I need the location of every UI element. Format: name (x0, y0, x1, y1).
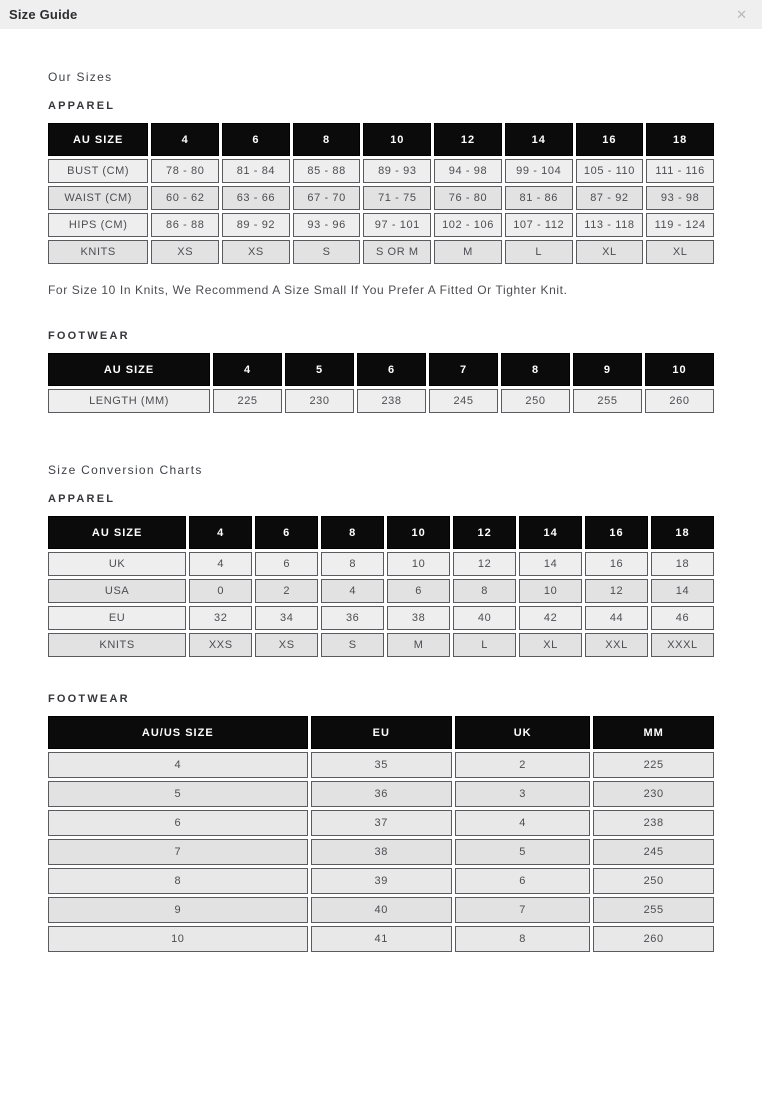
value-cell: XS (151, 240, 219, 264)
value-cell: 32 (189, 606, 252, 630)
value-cell: 39 (311, 868, 452, 894)
column-header: AU SIZE (48, 123, 148, 156)
value-cell: 260 (593, 926, 714, 952)
close-icon[interactable]: ✕ (732, 6, 751, 23)
value-cell: 94 - 98 (434, 159, 502, 183)
column-header: 8 (321, 516, 384, 549)
row-header-cell: 10 (48, 926, 308, 952)
value-cell: 89 - 93 (363, 159, 431, 183)
value-cell: 81 - 84 (222, 159, 290, 183)
table-row (48, 389, 714, 413)
value-cell: 245 (429, 389, 498, 413)
value-cell: 99 - 104 (505, 159, 573, 183)
value-cell: 4 (455, 810, 590, 836)
value-cell: 119 - 124 (646, 213, 714, 237)
table-row (48, 810, 714, 836)
column-header: 18 (651, 516, 714, 549)
column-header: 6 (222, 123, 290, 156)
column-header: EU (311, 716, 452, 749)
value-cell: 12 (453, 552, 516, 576)
value-cell: 14 (519, 552, 582, 576)
value-cell: 113 - 118 (576, 213, 644, 237)
column-header: 14 (519, 516, 582, 549)
value-cell: XL (576, 240, 644, 264)
section-title-conversion: Size Conversion Charts (48, 463, 203, 477)
section-title-our-sizes: Our Sizes (48, 70, 113, 84)
value-cell: 238 (357, 389, 426, 413)
table-row (48, 839, 714, 865)
knits-note: For Size 10 In Knits, We Recommend A Size Small If You Prefer A Fitted Or Tighter Knit. (48, 283, 568, 297)
table-label-apparel-sizes: APPAREL (48, 100, 116, 112)
value-cell: 37 (311, 810, 452, 836)
value-cell: XS (255, 633, 318, 657)
value-cell: 63 - 66 (222, 186, 290, 210)
value-cell: 2 (455, 752, 590, 778)
value-cell: 3 (455, 781, 590, 807)
value-cell: 6 (255, 552, 318, 576)
apparel-conversion-table (45, 513, 717, 660)
value-cell: L (453, 633, 516, 657)
value-cell: 250 (501, 389, 570, 413)
value-cell: 0 (189, 579, 252, 603)
value-cell: XXS (189, 633, 252, 657)
table-row (48, 159, 714, 183)
column-header: AU SIZE (48, 353, 210, 386)
value-cell: 36 (311, 781, 452, 807)
row-header-cell: USA (48, 579, 186, 603)
column-header: 10 (645, 353, 714, 386)
column-header: AU SIZE (48, 516, 186, 549)
value-cell: 10 (519, 579, 582, 603)
table-row (48, 579, 714, 603)
value-cell: XS (222, 240, 290, 264)
table-row (48, 240, 714, 264)
value-cell: 71 - 75 (363, 186, 431, 210)
value-cell: S (293, 240, 361, 264)
value-cell: 76 - 80 (434, 186, 502, 210)
value-cell: 4 (321, 579, 384, 603)
table-label-apparel-conversion: APPAREL (48, 493, 116, 505)
value-cell: 10 (387, 552, 450, 576)
value-cell: XXL (585, 633, 648, 657)
value-cell: 225 (593, 752, 714, 778)
value-cell: 38 (311, 839, 452, 865)
value-cell: 44 (585, 606, 648, 630)
value-cell: 7 (455, 897, 590, 923)
value-cell: 255 (573, 389, 642, 413)
row-header-cell: HIPS (CM) (48, 213, 148, 237)
value-cell: 260 (645, 389, 714, 413)
value-cell: S (321, 633, 384, 657)
value-cell: 12 (585, 579, 648, 603)
value-cell: 105 - 110 (576, 159, 644, 183)
table-row (48, 186, 714, 210)
row-header-cell: BUST (CM) (48, 159, 148, 183)
value-cell: 2 (255, 579, 318, 603)
value-cell: 225 (213, 389, 282, 413)
value-cell: 93 - 98 (646, 186, 714, 210)
table-row (48, 781, 714, 807)
value-cell: 255 (593, 897, 714, 923)
value-cell: 4 (189, 552, 252, 576)
value-cell: 16 (585, 552, 648, 576)
column-header: 8 (293, 123, 361, 156)
value-cell: 6 (387, 579, 450, 603)
value-cell: 60 - 62 (151, 186, 219, 210)
column-header: 16 (585, 516, 648, 549)
modal-header (0, 0, 762, 29)
row-header-cell: 5 (48, 781, 308, 807)
footwear-conversion-table (45, 713, 717, 955)
value-cell: 42 (519, 606, 582, 630)
table-row (48, 606, 714, 630)
column-header: 9 (573, 353, 642, 386)
value-cell: 230 (593, 781, 714, 807)
value-cell: 86 - 88 (151, 213, 219, 237)
value-cell: 5 (455, 839, 590, 865)
value-cell: 18 (651, 552, 714, 576)
row-header-cell: 6 (48, 810, 308, 836)
column-header: 16 (576, 123, 644, 156)
header-row (48, 353, 714, 386)
column-header: 5 (285, 353, 354, 386)
footwear-sizes-table (45, 350, 717, 416)
value-cell: 238 (593, 810, 714, 836)
value-cell: M (434, 240, 502, 264)
value-cell: 8 (321, 552, 384, 576)
row-header-cell: KNITS (48, 633, 186, 657)
value-cell: M (387, 633, 450, 657)
value-cell: 67 - 70 (293, 186, 361, 210)
row-header-cell: EU (48, 606, 186, 630)
value-cell: 107 - 112 (505, 213, 573, 237)
header-row (48, 716, 714, 749)
row-header-cell: LENGTH (MM) (48, 389, 210, 413)
value-cell: XL (519, 633, 582, 657)
column-header: 4 (189, 516, 252, 549)
table-row (48, 552, 714, 576)
column-header: 4 (213, 353, 282, 386)
table-row (48, 633, 714, 657)
value-cell: 250 (593, 868, 714, 894)
column-header: 14 (505, 123, 573, 156)
value-cell: 87 - 92 (576, 186, 644, 210)
value-cell: 78 - 80 (151, 159, 219, 183)
header-row (48, 516, 714, 549)
value-cell: 111 - 116 (646, 159, 714, 183)
table-label-footwear-conversion: FOOTWEAR (48, 693, 130, 705)
value-cell: 85 - 88 (293, 159, 361, 183)
column-header: 18 (646, 123, 714, 156)
value-cell: 6 (455, 868, 590, 894)
value-cell: 8 (455, 926, 590, 952)
value-cell: 14 (651, 579, 714, 603)
value-cell: 89 - 92 (222, 213, 290, 237)
row-header-cell: 9 (48, 897, 308, 923)
value-cell: 230 (285, 389, 354, 413)
value-cell: 46 (651, 606, 714, 630)
table-row (48, 897, 714, 923)
value-cell: S OR M (363, 240, 431, 264)
column-header: 7 (429, 353, 498, 386)
row-header-cell: UK (48, 552, 186, 576)
value-cell: 40 (453, 606, 516, 630)
row-header-cell: 8 (48, 868, 308, 894)
value-cell: 97 - 101 (363, 213, 431, 237)
value-cell: 245 (593, 839, 714, 865)
value-cell: 40 (311, 897, 452, 923)
table-row (48, 868, 714, 894)
modal-title: Size Guide (9, 7, 78, 22)
table-row (48, 926, 714, 952)
value-cell: XL (646, 240, 714, 264)
column-header: AU/US SIZE (48, 716, 308, 749)
column-header: 8 (501, 353, 570, 386)
column-header: 6 (255, 516, 318, 549)
value-cell: 34 (255, 606, 318, 630)
value-cell: 36 (321, 606, 384, 630)
row-header-cell: KNITS (48, 240, 148, 264)
column-header: MM (593, 716, 714, 749)
column-header: 10 (387, 516, 450, 549)
column-header: 6 (357, 353, 426, 386)
table-label-footwear-sizes: FOOTWEAR (48, 330, 130, 342)
value-cell: 41 (311, 926, 452, 952)
table-row (48, 752, 714, 778)
row-header-cell: 4 (48, 752, 308, 778)
value-cell: 102 - 106 (434, 213, 502, 237)
row-header-cell: WAIST (CM) (48, 186, 148, 210)
column-header: 10 (363, 123, 431, 156)
table-row (48, 213, 714, 237)
value-cell: XXXL (651, 633, 714, 657)
value-cell: 8 (453, 579, 516, 603)
column-header: 12 (453, 516, 516, 549)
row-header-cell: 7 (48, 839, 308, 865)
header-row (48, 123, 714, 156)
value-cell: 38 (387, 606, 450, 630)
value-cell: 93 - 96 (293, 213, 361, 237)
value-cell: 81 - 86 (505, 186, 573, 210)
size-guide-content (0, 29, 762, 955)
column-header: 12 (434, 123, 502, 156)
value-cell: 35 (311, 752, 452, 778)
apparel-sizes-table (45, 120, 717, 267)
column-header: UK (455, 716, 590, 749)
value-cell: L (505, 240, 573, 264)
column-header: 4 (151, 123, 219, 156)
